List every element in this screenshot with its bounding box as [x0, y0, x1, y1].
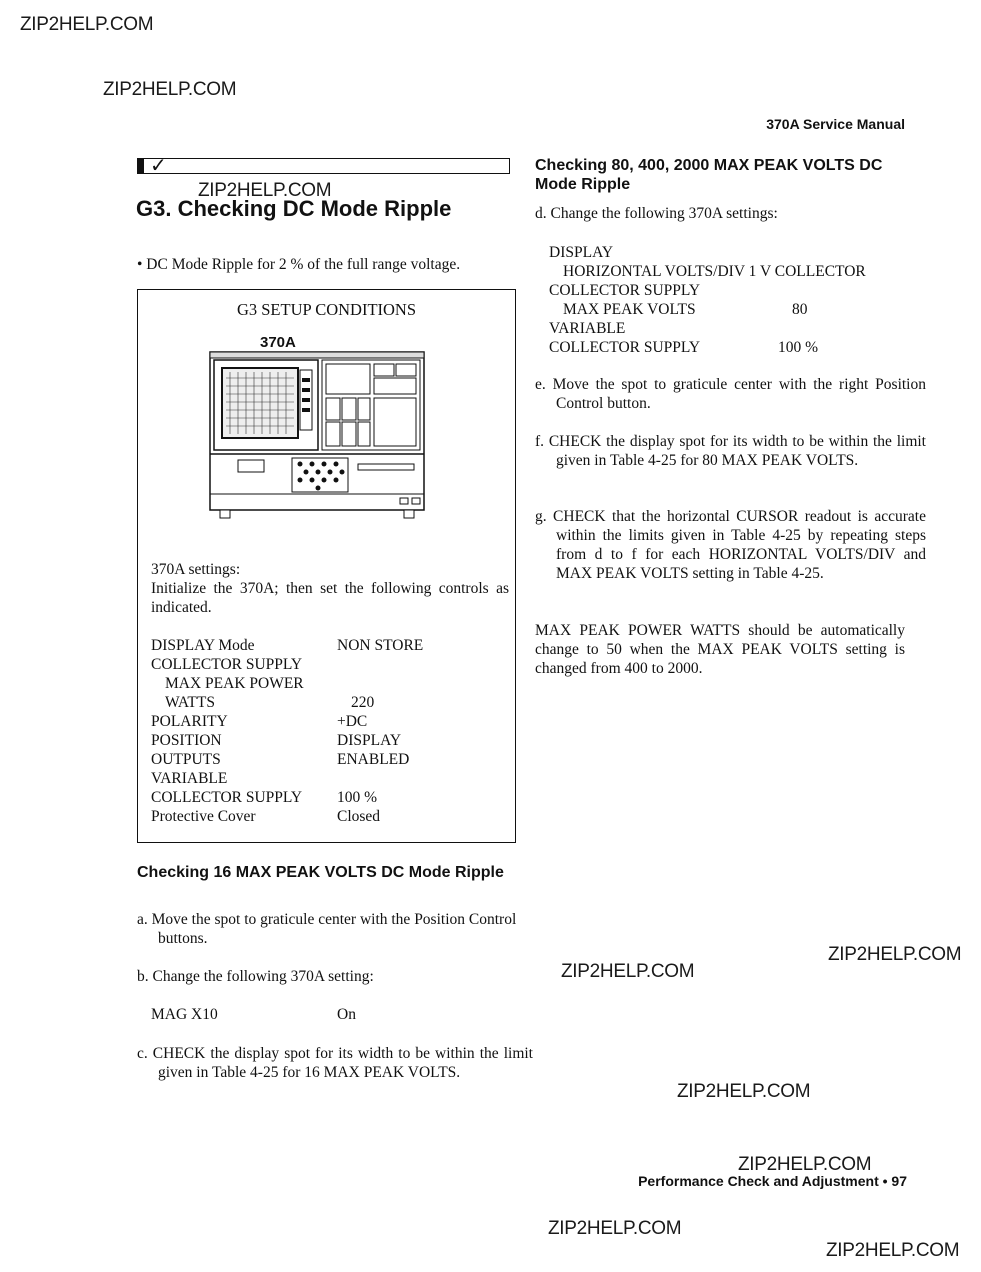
section-bar	[137, 153, 510, 177]
manual-title: 370A Service Manual	[766, 116, 905, 132]
checkmark-icon: ✓	[150, 153, 167, 177]
settings-row	[151, 674, 509, 693]
setup-conditions-box	[137, 289, 516, 843]
settings-heading: 370A settings:	[151, 561, 241, 578]
setting-key: POSITION	[151, 732, 222, 749]
settings-row	[151, 731, 509, 750]
page-footer: Performance Check and Adjustment • 97	[638, 1173, 907, 1189]
step-g: g. CHECK that the horizontal CURSOR readout is accurate within the limits given in Table 4-25 by repeating steps from d to f for each HORIZONTAL VOLTS/DIV and MAX PEAK VOLTS setting in Table 4-25.	[535, 508, 926, 582]
setting-key: MAX PEAK VOLTS	[563, 301, 696, 318]
watermark: ZIP2HELP.COM	[103, 79, 237, 100]
watermark: ZIP2HELP.COM	[826, 1240, 960, 1261]
settings-table	[151, 636, 509, 826]
settings-text: Initialize the 370A; then set the following controls as indicated.	[151, 580, 509, 616]
settings-row	[151, 750, 509, 769]
setting-key: COLLECTOR SUPPLY	[549, 339, 701, 356]
setting-key: COLLECTOR SUPPLY	[549, 282, 701, 299]
section-title: G3. Checking DC Mode Ripple	[136, 196, 452, 221]
mag-setting-value: On	[337, 1006, 356, 1023]
settings-row	[151, 712, 509, 731]
step-e: e. Move the spot to graticule center with the right Position Control button.	[535, 376, 926, 412]
instrument-label: 370A	[260, 334, 296, 351]
setting-value: 100 %	[778, 339, 819, 356]
watermark: ZIP2HELP.COM	[20, 14, 154, 35]
watermark: ZIP2HELP.COM	[548, 1218, 682, 1239]
setting-value: ENABLED	[337, 751, 410, 768]
step-b: b. Change the following 370A setting:	[137, 968, 374, 985]
setting-key: WATTS	[165, 694, 215, 711]
step-c: c. CHECK the display spot for its width to be within the limit given in Table 4-25 for 16 MAX PEAK VOLTS.	[137, 1045, 533, 1081]
settings-row	[549, 300, 909, 319]
setting-key: COLLECTOR SUPPLY	[151, 789, 303, 806]
instrument-illustration	[208, 348, 428, 530]
mag-setting-key: MAG X10	[151, 1006, 218, 1023]
setting-key: DISPLAY	[549, 244, 614, 261]
settings-row	[151, 769, 509, 788]
watermark: ZIP2HELP.COM	[828, 944, 962, 965]
right-settings-table	[549, 243, 909, 357]
settings-row	[549, 281, 909, 300]
setting-key: DISPLAY Mode	[151, 637, 255, 654]
mag-setting-row	[151, 1005, 511, 1024]
settings-row	[549, 338, 909, 357]
setting-key: Protective Cover	[151, 808, 256, 825]
step-d: d. Change the following 370A settings:	[535, 205, 778, 222]
step-a: a. Move the spot to graticule center with the Position Control buttons.	[137, 911, 517, 947]
setting-value: 220	[351, 694, 375, 711]
step-f: f. CHECK the display spot for its width to be within the limit given in Table 4-25 for 80 MAX PEAK VOLTS.	[535, 433, 926, 469]
settings-row	[151, 636, 509, 655]
auto-change-note: MAX PEAK POWER WATTS should be automatically change to 50 when the MAX PEAK VOLTS setting is changed from 400 to 2000.	[535, 622, 905, 677]
setting-value: Closed	[337, 808, 381, 825]
setting-value: NON STORE	[337, 637, 424, 654]
watermark: ZIP2HELP.COM	[738, 1154, 872, 1175]
setting-key: POLARITY	[151, 713, 228, 730]
setting-value: 100 %	[337, 789, 378, 806]
setting-key: MAX PEAK POWER	[165, 675, 304, 692]
right-section-heading: Checking 80, 400, 2000 MAX PEAK VOLTS DC Mode Ripple	[535, 157, 883, 193]
settings-row	[151, 788, 509, 807]
setting-value: +DC	[337, 713, 368, 730]
watermark: ZIP2HELP.COM	[198, 180, 332, 201]
setting-value: 80	[792, 301, 808, 318]
setting-key: VARIABLE	[151, 770, 228, 787]
setting-key: COLLECTOR SUPPLY	[151, 656, 303, 673]
settings-row	[549, 319, 909, 338]
setting-key: OUTPUTS	[151, 751, 221, 768]
watermark: ZIP2HELP.COM	[677, 1081, 811, 1102]
setting-key: VARIABLE	[549, 320, 626, 337]
setting-value: DISPLAY	[337, 732, 402, 749]
settings-row	[549, 262, 909, 281]
setting-key: HORIZONTAL VOLTS/DIV 1 V COLLECTOR	[563, 263, 866, 280]
setup-title: G3 SETUP CONDITIONS	[236, 300, 417, 319]
settings-row	[151, 693, 509, 712]
left-section-heading: Checking 16 MAX PEAK VOLTS DC Mode Ripple	[137, 864, 504, 881]
watermark: ZIP2HELP.COM	[561, 961, 695, 982]
section-intro: • DC Mode Ripple for 2 % of the full range voltage.	[137, 256, 461, 273]
section-bar-mark	[138, 159, 144, 173]
settings-row	[549, 243, 909, 262]
settings-row	[151, 655, 509, 674]
settings-row	[151, 807, 509, 826]
